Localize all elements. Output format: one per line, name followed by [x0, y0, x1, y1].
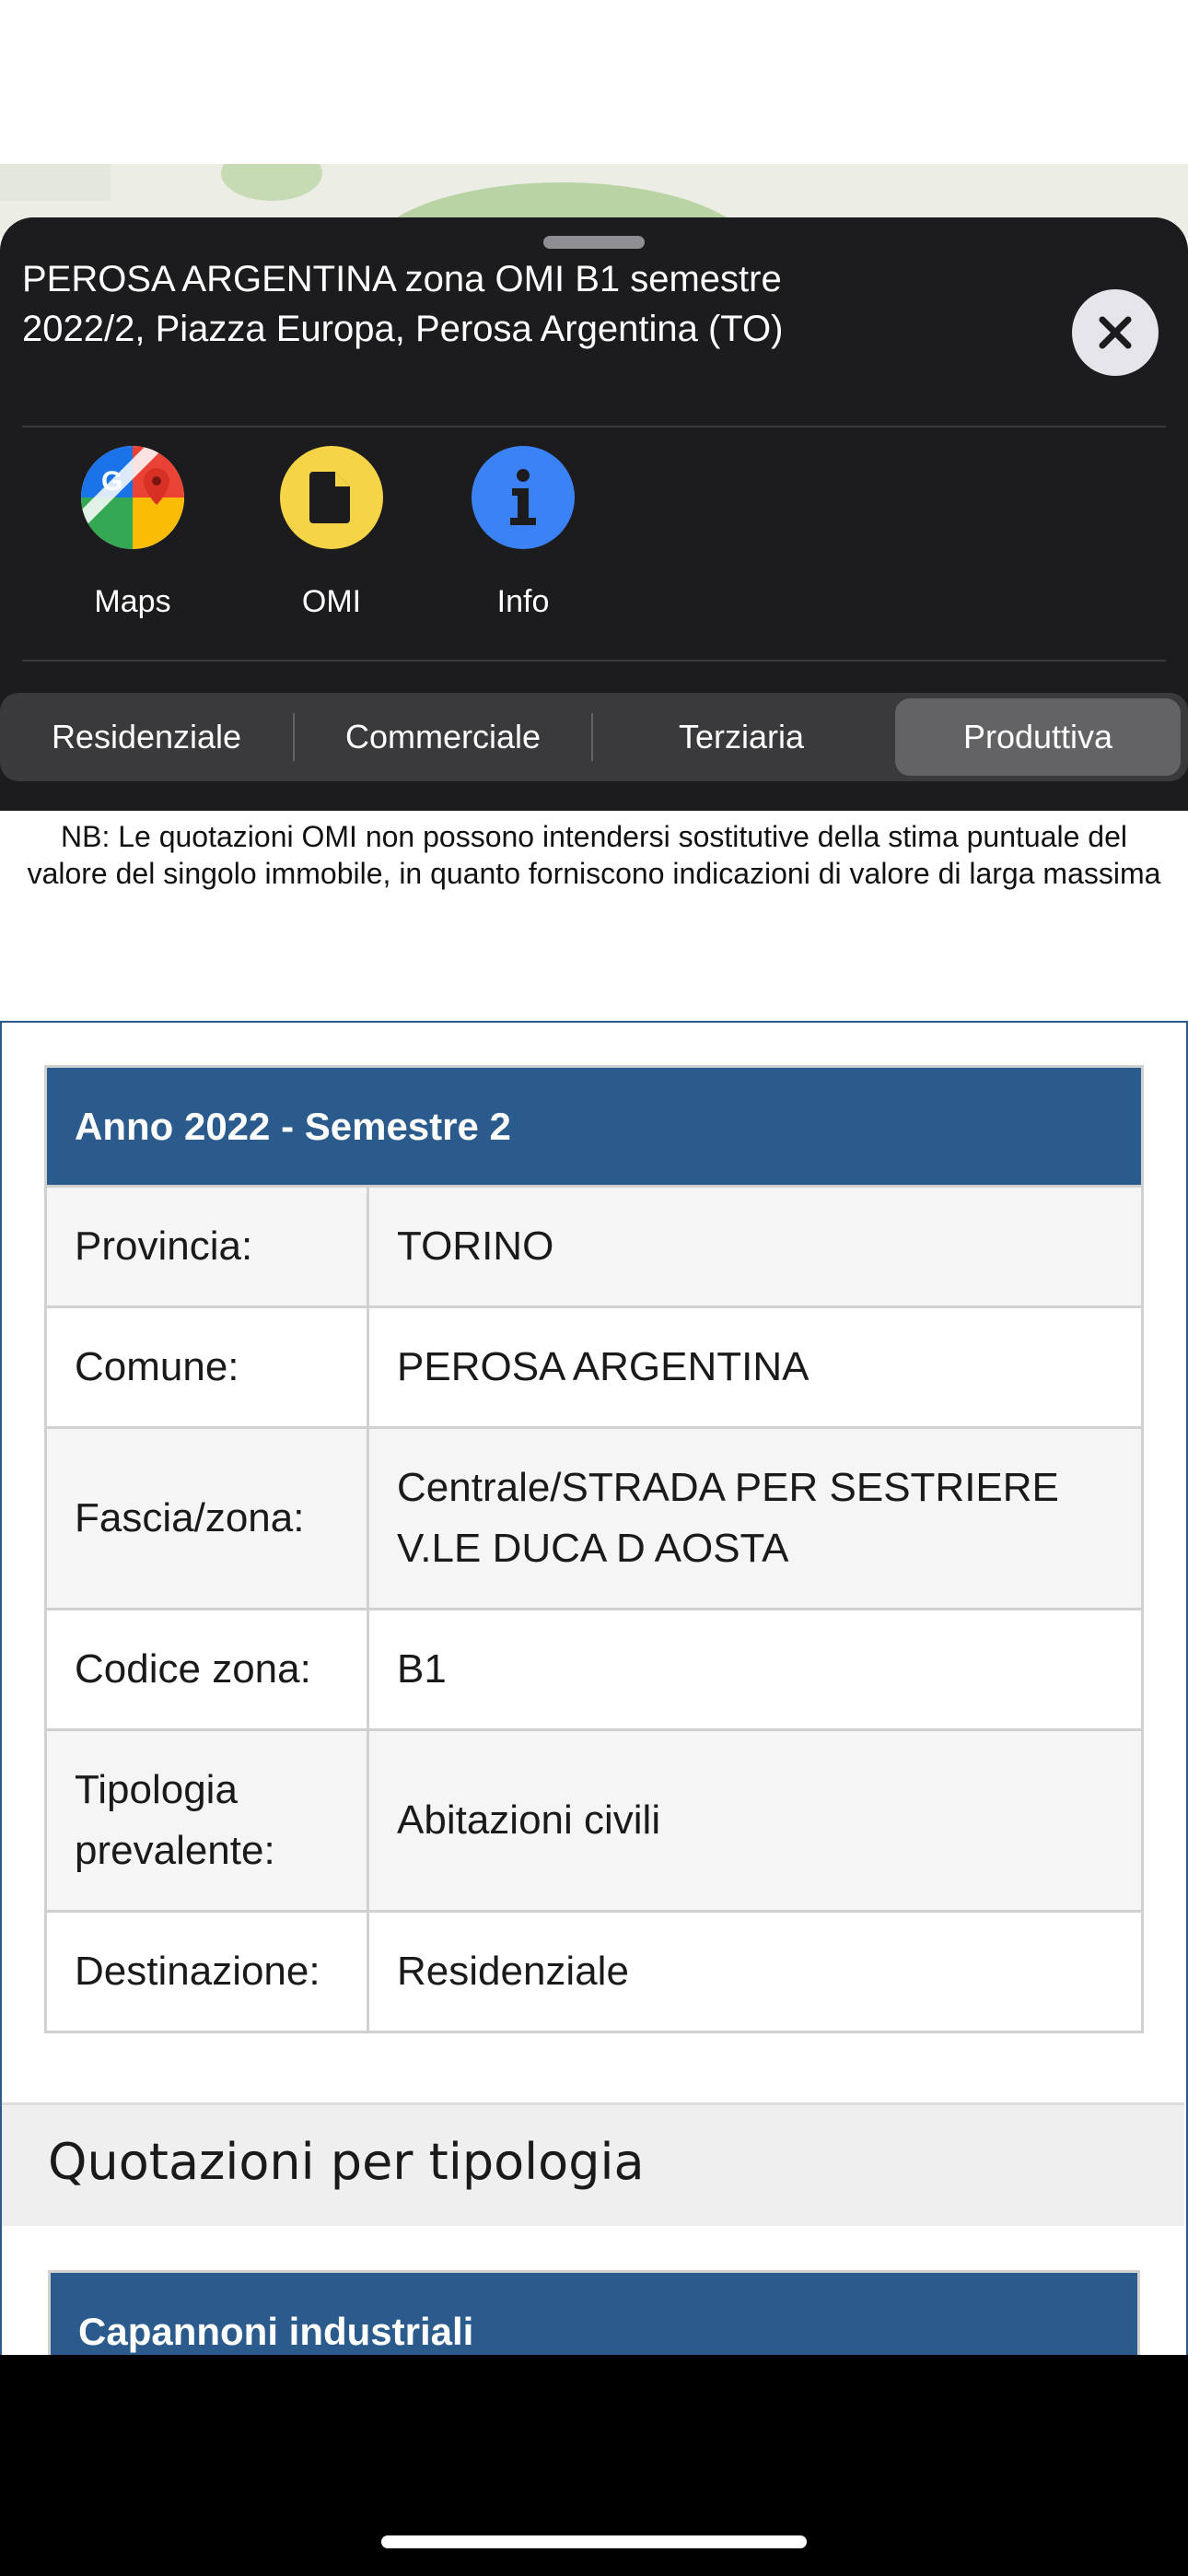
- close-button[interactable]: [1072, 289, 1159, 376]
- row-value: PEROSA ARGENTINA: [368, 1307, 1143, 1428]
- info-label: Info: [496, 584, 550, 619]
- row-value: Centrale/STRADA PER SESTRIERE V.LE DUCA D AOSTA: [368, 1428, 1143, 1610]
- svg-text:G: G: [101, 466, 123, 497]
- info-icon: [472, 446, 575, 549]
- row-key: Tipologia prevalente:: [46, 1730, 368, 1912]
- row-value: Abitazioni civili: [368, 1730, 1143, 1912]
- status-bar-area: [0, 0, 1188, 164]
- zone-info-table: [44, 1065, 1144, 2033]
- maps-action-button[interactable]: [59, 446, 206, 620]
- table-row: [46, 1187, 1143, 1307]
- segment-commerciale[interactable]: Commerciale: [344, 718, 542, 755]
- section-header: [2, 2102, 1184, 2226]
- map-park: [221, 164, 322, 201]
- google-maps-icon: [81, 446, 184, 549]
- section-title: Quotazioni per tipologia: [48, 2133, 645, 2191]
- omi-action-button[interactable]: [258, 446, 405, 620]
- divider: [22, 426, 1166, 427]
- document-icon: [280, 446, 383, 549]
- close-icon: [1097, 314, 1134, 351]
- segment-residenziale[interactable]: Residenziale: [51, 718, 242, 755]
- row-key: Provincia:: [46, 1187, 368, 1307]
- row-key: Comune:: [46, 1307, 368, 1428]
- omi-label: OMI: [301, 584, 362, 619]
- sheet-title: PEROSA ARGENTINA zona OMI B1 semestre 2022/2, Piazza Europa, Perosa Argentina (TO): [22, 259, 784, 349]
- segment-produttiva[interactable]: Produttiva: [895, 698, 1181, 776]
- table-row: [46, 1307, 1143, 1428]
- sheet-grabber[interactable]: [543, 236, 645, 249]
- table-row: [46, 1912, 1143, 2032]
- row-value: Residenziale: [368, 1912, 1143, 2032]
- table-row: [46, 1610, 1143, 1730]
- table-row: [46, 1730, 1143, 1912]
- row-key: Fascia/zona:: [46, 1428, 368, 1610]
- table-header-row: [46, 1067, 1143, 1187]
- home-indicator[interactable]: [381, 2535, 807, 2548]
- maps-label: Maps: [94, 584, 171, 619]
- segment-separator: [293, 713, 295, 761]
- location-sheet: [0, 217, 1188, 811]
- table-row: [46, 1428, 1143, 1610]
- row-key: Destinazione:: [46, 1912, 368, 2032]
- row-key: Codice zona:: [46, 1610, 368, 1730]
- info-action-button[interactable]: [449, 446, 597, 620]
- divider: [22, 660, 1166, 662]
- row-value: B1: [368, 1610, 1143, 1730]
- category-segmented-control: [0, 693, 1188, 781]
- table-header: Anno 2022 - Semestre 2: [46, 1067, 1143, 1187]
- segment-separator: [591, 713, 593, 761]
- segment-terziaria[interactable]: Terziaria: [678, 718, 805, 755]
- typology-table-header: Capannoni industriali: [48, 2270, 1140, 2381]
- row-value: TORINO: [368, 1187, 1143, 1307]
- disclaimer-note: NB: Le quotazioni OMI non possono intendersi sostitutive della stima puntuale del valore del singolo immobile, in quanto forniscono indicazioni di valore di larga massima: [27, 820, 1161, 890]
- map-road: [0, 164, 111, 201]
